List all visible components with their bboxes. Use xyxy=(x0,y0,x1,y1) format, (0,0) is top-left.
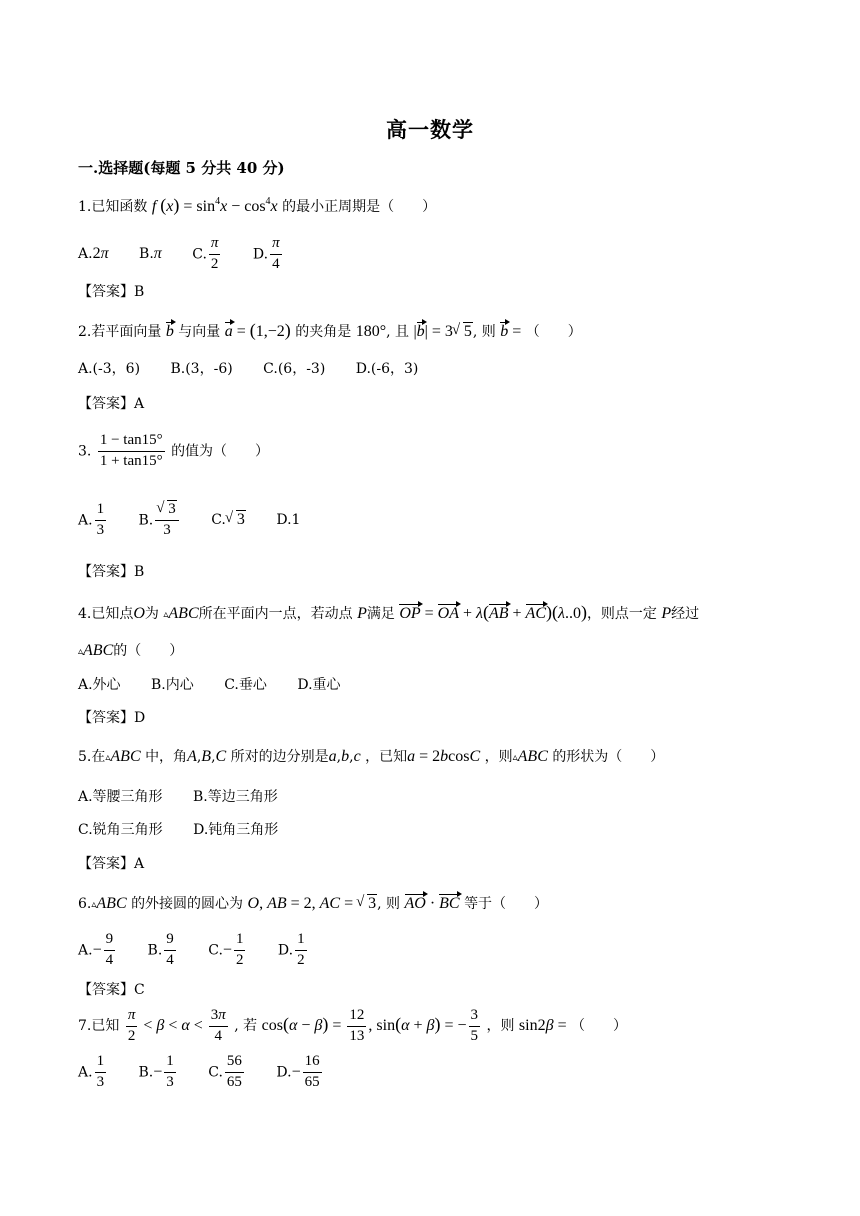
vector-b: b xyxy=(165,323,174,340)
question-7-options xyxy=(78,1054,324,1091)
question-5: 5.在▵ABC 中，角A,B,C 所对的边分别是a,b,c ，已知a = 2bcosC ，则▵ABC 的形状为（ ） xyxy=(78,748,665,765)
q5-option-b[interactable]: B.等边三角形 xyxy=(193,789,278,805)
q6-option-d[interactable]: D. $\frac{1}{2}$ xyxy=(277,931,305,968)
question-3: 3. $\frac{1 - \tan 15^\circ}{1 + \tan 15^\circ}$ 的值为（ ） xyxy=(78,432,270,469)
q7-option-b[interactable]: B.− $\frac{1}{3}$ xyxy=(138,1053,174,1090)
q3-fraction: $\frac{1 - \tan 15^\circ}{1 + \tan 15^\circ}$ xyxy=(99,432,163,469)
q3-option-a[interactable]: A. $\frac{1}{3}$ xyxy=(78,501,105,538)
q4-option-a[interactable]: A.外心 xyxy=(78,677,121,693)
q6-option-c[interactable]: C.− $\frac{1}{2}$ xyxy=(208,931,244,968)
q1-option-c[interactable]: C. $\frac{\pi}{2}$ xyxy=(192,235,219,272)
q2-option-a[interactable]: A.(-3，6) xyxy=(78,361,141,377)
answer-4: 【答案】D xyxy=(78,710,146,726)
q5-option-c[interactable]: C.锐角三角形 xyxy=(78,822,163,838)
question-7: 7.已知 $\frac{\pi}{2}$ < β < α < $\frac{3\pi}{4}$ , 若 cos(α − β) = $\frac{12}{13}$ , sin(α + β) = − $\frac{3}{5}$ ，则 sin2β = （ ） xyxy=(78,1007,628,1044)
answer-5: 【答案】A xyxy=(78,856,145,872)
question-5-options-row-1 xyxy=(78,790,278,804)
q1-option-b[interactable]: B.π xyxy=(139,245,162,263)
q4-option-d[interactable]: D.重心 xyxy=(297,677,341,693)
question-2: 2.若平面向量 b 与向量 a = (1,−2) 的夹角是 180°, 且 |b| = 3√ 5, 则 b = （ ） xyxy=(78,321,582,340)
q7-option-a[interactable]: A. $\frac{1}{3}$ xyxy=(78,1053,105,1090)
question-4-line-2: ▵ABC的（ ） xyxy=(78,642,184,659)
question-2-options xyxy=(78,362,418,376)
question-1: 1.已知函数 f $(x) = \sin^4x - \cos^4x$ 的最小正周期是（ ） xyxy=(78,195,437,215)
answer-3: 【答案】B xyxy=(78,564,145,580)
answer-1: 【答案】B xyxy=(78,284,145,300)
q1-formula: f $(x) = \sin^4x - \cos^4x$ xyxy=(151,195,278,215)
q5-option-a[interactable]: A.等腰三角形 xyxy=(78,789,163,805)
q2-option-b[interactable]: B.(3，-6) xyxy=(170,361,233,377)
q3-option-d[interactable]: D.1 xyxy=(276,512,301,529)
q2-option-c[interactable]: C.(6，-3) xyxy=(263,361,326,377)
answer-6: 【答案】C xyxy=(78,982,145,998)
question-1-options xyxy=(78,236,284,273)
question-6-options xyxy=(78,932,309,969)
question-3-options xyxy=(78,502,300,539)
question-6: 6.▵ABC 的外接圆的圆心为 O, AB = 2, AC = √ 3, 则 AO · BC 等于（ ） xyxy=(78,896,548,912)
q7-option-d[interactable]: D.− $\frac{16}{65}$ xyxy=(276,1053,320,1090)
page-title: 高一数学 xyxy=(386,117,474,142)
answer-2: 【答案】A xyxy=(78,396,145,412)
question-4: 4.已知点O为 ▵ABC所在平面内一点，若动点 P满足 OP = OA + λ(AB + AC)(λ..0)，则点一定 P经过 xyxy=(78,602,700,622)
q5-option-d[interactable]: D.钝角三角形 xyxy=(193,822,279,838)
q4-option-c[interactable]: C.垂心 xyxy=(224,677,267,693)
q6-option-a[interactable]: A.− $\frac{9}{4}$ xyxy=(78,931,114,968)
q3-option-b[interactable]: B. √ $\frac{3}{3}$ xyxy=(139,502,181,539)
q1-option-d[interactable]: D. $\frac{\pi}{4}$ xyxy=(252,235,280,272)
q4-option-b[interactable]: B.内心 xyxy=(151,677,194,693)
question-5-options-row-2 xyxy=(78,823,278,837)
q1-option-a[interactable]: A.2π xyxy=(78,245,109,263)
section-heading: 一.选择题(每题 5 分共 40 分) xyxy=(78,159,285,177)
q2-option-d[interactable]: D.(-6，3) xyxy=(355,361,419,377)
question-4-options xyxy=(78,678,341,692)
q6-option-b[interactable]: B. $\frac{9}{4}$ xyxy=(147,931,174,968)
q3-option-c[interactable]: C.√ 3 xyxy=(211,512,246,528)
q7-option-c[interactable]: C. $\frac{56}{65}$ xyxy=(208,1053,242,1090)
